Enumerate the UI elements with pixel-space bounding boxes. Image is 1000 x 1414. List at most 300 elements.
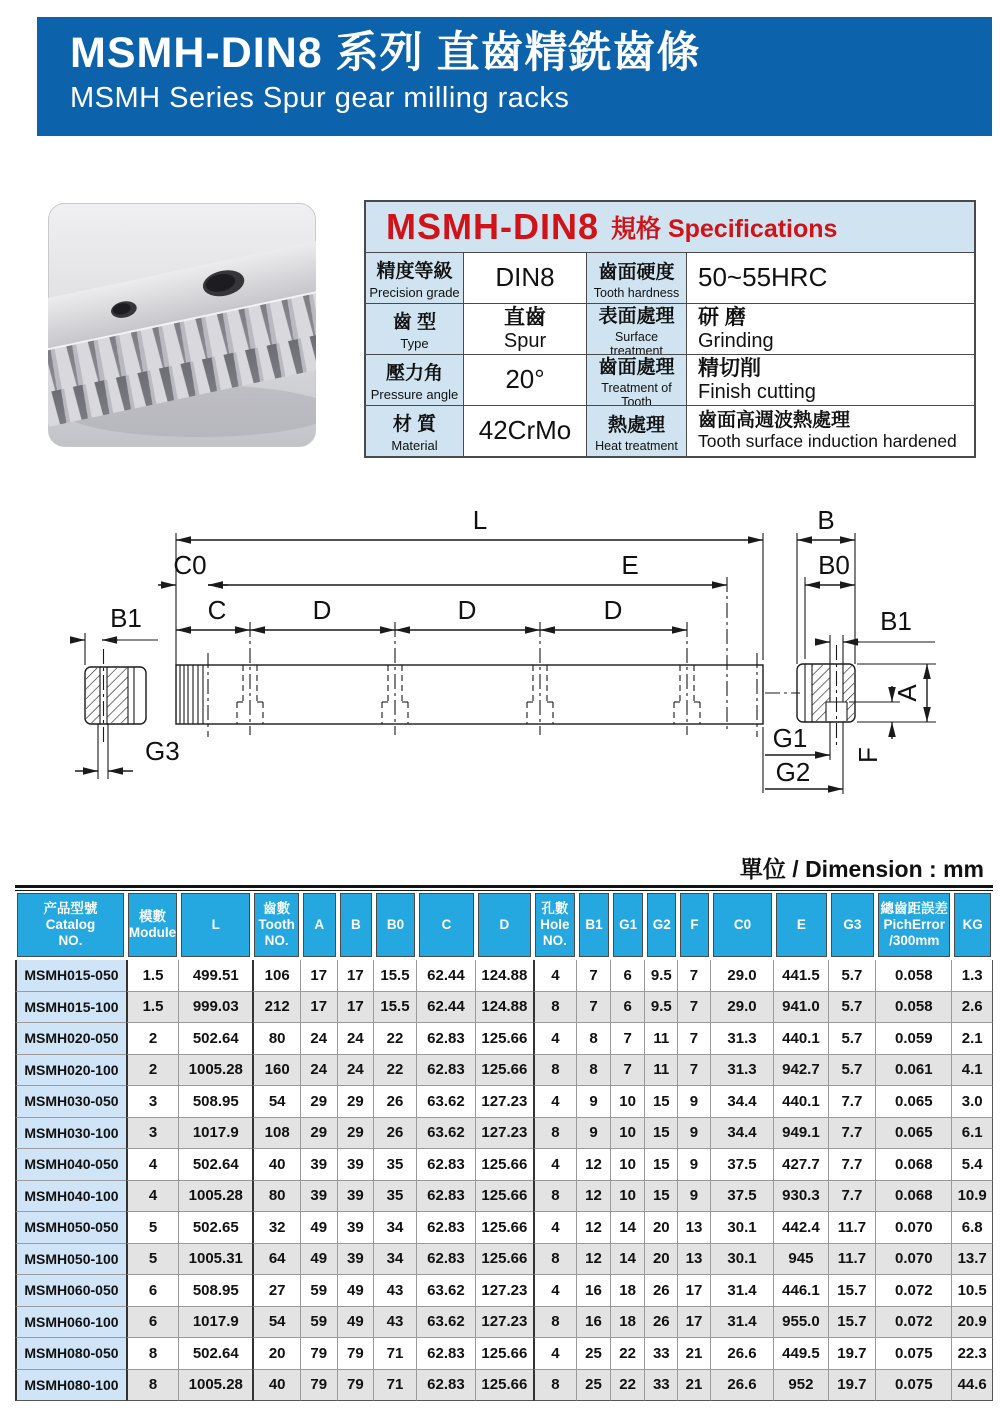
column-header-b: B — [340, 893, 373, 957]
data-cell-pitch_error: 0.075 — [876, 1338, 952, 1370]
data-cell-e: 446.1 — [774, 1275, 828, 1307]
data-cell-kg: 20.9 — [952, 1307, 993, 1339]
data-cell-pitch_error: 0.058 — [876, 960, 952, 992]
data-cell-g3: 15.7 — [829, 1275, 877, 1307]
spec-label: 精度等級 Precision grade — [366, 252, 463, 303]
dim-label-B0: B0 — [818, 550, 850, 580]
data-cell-kg: 3.0 — [952, 1086, 993, 1118]
spec-label: 齒面處理 Treatment of Tooth — [586, 354, 686, 405]
product-photo — [48, 203, 316, 447]
data-cell-g2: 33 — [645, 1338, 678, 1370]
data-cell-e: 942.7 — [774, 1055, 828, 1087]
catalog-cell: MSMH015-100 — [15, 992, 126, 1024]
data-cell-kg: 2.1 — [952, 1023, 993, 1055]
data-cell-c: 63.62 — [417, 1118, 476, 1150]
data-cell-kg: 10.9 — [952, 1181, 993, 1213]
data-cell-f: 7 — [678, 992, 711, 1024]
data-cell-g1: 14 — [611, 1212, 646, 1244]
data-cell-b1: 25 — [577, 1338, 611, 1370]
data-cell-b: 24 — [338, 1055, 375, 1087]
data-cell-f: 7 — [678, 960, 711, 992]
data-cell-f: 9 — [678, 1181, 711, 1213]
data-cell-hole: 8 — [533, 1370, 578, 1402]
data-cell-g2: 9.5 — [645, 992, 678, 1024]
column-header-pitch_error: 總齒距誤差 PichError /300mm — [878, 893, 950, 957]
dim-label-B1: B1 — [880, 606, 912, 636]
data-cell-b1: 12 — [577, 1181, 611, 1213]
data-cell-kg: 1.3 — [952, 960, 993, 992]
data-cell-b: 39 — [338, 1181, 375, 1213]
catalog-cell: MSMH030-050 — [15, 1086, 126, 1118]
data-cell-f: 9 — [678, 1149, 711, 1181]
data-cell-c0: 34.4 — [711, 1118, 774, 1150]
column-header-f: F — [680, 893, 709, 957]
data-cell-e: 427.7 — [774, 1149, 828, 1181]
spec-label: 齒面硬度 Tooth hardness — [586, 252, 686, 303]
column-header-e: E — [776, 893, 826, 957]
data-cell-e: 440.1 — [774, 1023, 828, 1055]
data-cell-kg: 6.1 — [952, 1118, 993, 1150]
data-cell-kg: 10.5 — [952, 1275, 993, 1307]
data-cell-module: 5 — [126, 1212, 179, 1244]
data-cell-tooth: 160 — [252, 1055, 301, 1087]
data-cell-a: 79 — [301, 1338, 338, 1370]
data-cell-c0: 29.0 — [711, 960, 774, 992]
data-cell-pitch_error: 0.058 — [876, 992, 952, 1024]
data-cell-module: 4 — [126, 1181, 179, 1213]
data-cell-hole: 4 — [533, 1086, 578, 1118]
data-cell-hole: 8 — [533, 1307, 578, 1339]
data-cell-module: 3 — [126, 1086, 179, 1118]
dim-label-A: A — [892, 684, 922, 702]
data-cell-pitch_error: 0.068 — [876, 1149, 952, 1181]
data-cell-kg: 44.6 — [952, 1370, 993, 1402]
data-cell-tooth: 40 — [252, 1370, 301, 1402]
data-cell-kg: 4.1 — [952, 1055, 993, 1087]
data-cell-pitch_error: 0.068 — [876, 1181, 952, 1213]
data-cell-f: 17 — [678, 1275, 711, 1307]
table-top-rule — [15, 885, 993, 891]
column-header-module: 模數 Module — [128, 893, 177, 957]
data-cell-c0: 26.6 — [711, 1370, 774, 1402]
data-cell-l: 1017.9 — [179, 1307, 252, 1339]
data-cell-g1: 10 — [611, 1086, 646, 1118]
data-cell-d: 125.66 — [476, 1212, 532, 1244]
data-cell-c0: 34.4 — [711, 1086, 774, 1118]
data-cell-f: 21 — [678, 1338, 711, 1370]
data-cell-d: 127.23 — [476, 1307, 532, 1339]
data-cell-hole: 4 — [533, 1023, 578, 1055]
data-cell-g2: 15 — [645, 1086, 678, 1118]
data-cell-c0: 31.3 — [711, 1023, 774, 1055]
data-cell-kg: 22.3 — [952, 1338, 993, 1370]
data-cell-l: 508.95 — [179, 1275, 252, 1307]
spec-label: 材 質 Material — [366, 405, 463, 456]
data-cell-a: 24 — [301, 1023, 338, 1055]
data-cell-g3: 11.7 — [829, 1244, 877, 1276]
dim-label-E: E — [621, 550, 639, 580]
data-cell-hole: 4 — [533, 960, 578, 992]
data-cell-b: 29 — [338, 1086, 375, 1118]
page-subtitle: MSMH Series Spur gear milling racks — [70, 82, 570, 115]
data-cell-g3: 7.7 — [829, 1118, 877, 1150]
data-cell-module: 8 — [126, 1338, 179, 1370]
data-cell-l: 502.64 — [179, 1338, 252, 1370]
data-cell-module: 2 — [126, 1055, 179, 1087]
catalog-cell: MSMH080-050 — [15, 1338, 126, 1370]
data-cell-tooth: 54 — [252, 1086, 301, 1118]
data-cell-module: 2 — [126, 1023, 179, 1055]
data-cell-b1: 12 — [577, 1149, 611, 1181]
data-cell-tooth: 20 — [252, 1338, 301, 1370]
dim-label-D: D — [312, 595, 332, 625]
data-cell-f: 13 — [678, 1244, 711, 1276]
data-cell-module: 6 — [126, 1275, 179, 1307]
data-cell-b: 29 — [338, 1118, 375, 1150]
catalog-cell: MSMH020-050 — [15, 1023, 126, 1055]
data-cell-l: 1005.31 — [179, 1244, 252, 1276]
data-cell-l: 1017.9 — [179, 1118, 252, 1150]
data-cell-module: 8 — [126, 1370, 179, 1402]
data-cell-b0: 35 — [374, 1149, 417, 1181]
column-header-c: C — [419, 893, 474, 957]
data-cell-b: 17 — [338, 960, 375, 992]
data-cell-c: 63.62 — [417, 1086, 476, 1118]
data-cell-b1: 12 — [577, 1212, 611, 1244]
data-cell-a: 17 — [301, 992, 338, 1024]
spec-value: 42CrMo — [463, 405, 586, 456]
data-cell-tooth: 80 — [252, 1181, 301, 1213]
dim-label-B: B — [817, 505, 835, 535]
data-cell-pitch_error: 0.070 — [876, 1244, 952, 1276]
data-cell-pitch_error: 0.061 — [876, 1055, 952, 1087]
data-cell-c: 63.62 — [417, 1275, 476, 1307]
data-cell-f: 21 — [678, 1370, 711, 1402]
data-cell-tooth: 27 — [252, 1275, 301, 1307]
data-cell-g1: 10 — [611, 1149, 646, 1181]
data-cell-g1: 14 — [611, 1244, 646, 1276]
data-cell-c: 62.83 — [417, 1149, 476, 1181]
data-cell-b1: 12 — [577, 1244, 611, 1276]
column-header-kg: KG — [954, 893, 991, 957]
catalog-cell: MSMH060-050 — [15, 1275, 126, 1307]
column-header-catalog: 产品型號 Catalog NO. — [17, 893, 124, 957]
column-header-g1: G1 — [613, 893, 644, 957]
data-cell-b: 39 — [338, 1212, 375, 1244]
catalog-cell: MSMH080-100 — [15, 1370, 126, 1402]
data-cell-hole: 8 — [533, 1055, 578, 1087]
data-cell-g3: 19.7 — [829, 1370, 877, 1402]
data-cell-l: 1005.28 — [179, 1055, 252, 1087]
data-cell-g1: 10 — [611, 1118, 646, 1150]
data-cell-c: 62.83 — [417, 1055, 476, 1087]
data-cell-c: 62.83 — [417, 1181, 476, 1213]
data-cell-b1: 8 — [577, 1023, 611, 1055]
dim-label-G2: G2 — [775, 757, 811, 787]
catalog-cell: MSMH020-100 — [15, 1055, 126, 1087]
data-cell-c: 63.62 — [417, 1307, 476, 1339]
dim-label-C0: C0 — [173, 550, 207, 580]
data-cell-a: 59 — [301, 1307, 338, 1339]
data-cell-b0: 26 — [374, 1118, 417, 1150]
data-cell-tooth: 32 — [252, 1212, 301, 1244]
data-cell-c: 62.83 — [417, 1212, 476, 1244]
data-cell-tooth: 64 — [252, 1244, 301, 1276]
data-cell-pitch_error: 0.072 — [876, 1275, 952, 1307]
data-cell-hole: 4 — [533, 1338, 578, 1370]
page-title: MSMH-DIN8 系列 直齒精銑齒條 — [70, 29, 701, 77]
data-cell-e: 949.1 — [774, 1118, 828, 1150]
data-cell-e: 945 — [774, 1244, 828, 1276]
data-cell-d: 125.66 — [476, 1370, 532, 1402]
dim-label-C: C — [207, 595, 227, 625]
data-cell-tooth: 108 — [252, 1118, 301, 1150]
data-cell-g1: 18 — [611, 1275, 646, 1307]
data-cell-pitch_error: 0.070 — [876, 1212, 952, 1244]
dim-label-B1: B1 — [110, 603, 142, 633]
data-cell-pitch_error: 0.059 — [876, 1023, 952, 1055]
data-cell-c0: 26.6 — [711, 1338, 774, 1370]
data-cell-g1: 6 — [611, 960, 646, 992]
data-cell-module: 6 — [126, 1307, 179, 1339]
unit-note: 單位 / Dimension : mm — [739, 856, 984, 882]
dim-label-D: D — [457, 595, 477, 625]
column-header-b1: B1 — [579, 893, 609, 957]
data-cell-c: 62.83 — [417, 1244, 476, 1276]
data-cell-c: 62.44 — [417, 960, 476, 992]
data-cell-d: 125.66 — [476, 1055, 532, 1087]
data-cell-d: 125.66 — [476, 1181, 532, 1213]
data-cell-g2: 26 — [645, 1275, 678, 1307]
dim-label-G3: G3 — [145, 736, 180, 766]
data-cell-pitch_error: 0.065 — [876, 1118, 952, 1150]
data-cell-kg: 5.4 — [952, 1149, 993, 1181]
data-cell-b: 49 — [338, 1275, 375, 1307]
data-cell-hole: 4 — [533, 1275, 578, 1307]
data-cell-g2: 20 — [645, 1244, 678, 1276]
spec-title — [366, 202, 974, 252]
data-cell-b: 49 — [338, 1307, 375, 1339]
data-cell-d: 125.66 — [476, 1338, 532, 1370]
data-cell-b0: 34 — [374, 1212, 417, 1244]
data-cell-module: 3 — [126, 1118, 179, 1150]
data-cell-a: 39 — [301, 1149, 338, 1181]
data-cell-b: 79 — [338, 1370, 375, 1402]
data-cell-g1: 22 — [611, 1338, 646, 1370]
data-cell-c: 62.44 — [417, 992, 476, 1024]
spec-value: 研 磨 Grinding — [686, 303, 974, 354]
data-cell-g3: 19.7 — [829, 1338, 877, 1370]
catalog-cell: MSMH040-050 — [15, 1149, 126, 1181]
spec-value: 直齒 Spur — [463, 303, 586, 354]
spec-value: 齒面高週波熱處理 Tooth surface induction hardened — [686, 405, 974, 456]
data-cell-l: 502.64 — [179, 1149, 252, 1181]
spec-label: 熱處理 Heat treatment — [586, 405, 686, 456]
data-cell-hole: 8 — [533, 1181, 578, 1213]
dim-label-G1: G1 — [772, 723, 808, 753]
spec-value: 精切削 Finish cutting — [686, 354, 974, 405]
data-cell-hole: 8 — [533, 992, 578, 1024]
data-cell-g2: 9.5 — [645, 960, 678, 992]
data-cell-e: 941.0 — [774, 992, 828, 1024]
data-cell-b0: 22 — [374, 1023, 417, 1055]
data-cell-hole: 8 — [533, 1118, 578, 1150]
data-cell-d: 127.23 — [476, 1118, 532, 1150]
data-cell-g2: 26 — [645, 1307, 678, 1339]
data-cell-l: 999.03 — [179, 992, 252, 1024]
data-cell-g2: 20 — [645, 1212, 678, 1244]
column-header-b0: B0 — [376, 893, 415, 957]
data-cell-c0: 31.3 — [711, 1055, 774, 1087]
data-cell-b0: 15.5 — [374, 992, 417, 1024]
data-cell-d: 127.23 — [476, 1086, 532, 1118]
data-cell-c0: 37.5 — [711, 1181, 774, 1213]
column-header-c0: C0 — [713, 893, 772, 957]
spec-label: 齒 型 Type — [366, 303, 463, 354]
data-cell-g3: 5.7 — [829, 960, 877, 992]
page-header-banner — [37, 17, 992, 136]
data-cell-e: 441.5 — [774, 960, 828, 992]
spec-value: 20° — [463, 354, 586, 405]
data-cell-kg: 6.8 — [952, 1212, 993, 1244]
data-cell-e: 449.5 — [774, 1338, 828, 1370]
column-header-tooth: 齒數 Tooth NO. — [254, 893, 299, 957]
data-cell-b1: 16 — [577, 1307, 611, 1339]
data-cell-e: 930.3 — [774, 1181, 828, 1213]
data-cell-module: 5 — [126, 1244, 179, 1276]
catalog-cell: MSMH040-100 — [15, 1181, 126, 1213]
data-cell-g2: 15 — [645, 1118, 678, 1150]
data-cell-a: 39 — [301, 1181, 338, 1213]
data-cell-a: 29 — [301, 1118, 338, 1150]
data-cell-tooth: 54 — [252, 1307, 301, 1339]
data-cell-b0: 43 — [374, 1307, 417, 1339]
data-cell-f: 13 — [678, 1212, 711, 1244]
data-cell-c: 62.83 — [417, 1338, 476, 1370]
data-cell-module: 1.5 — [126, 992, 179, 1024]
data-cell-l: 499.51 — [179, 960, 252, 992]
data-cell-b0: 26 — [374, 1086, 417, 1118]
catalog-cell: MSMH030-100 — [15, 1118, 126, 1150]
data-cell-g3: 7.7 — [829, 1181, 877, 1213]
column-header-hole: 孔數 Hole NO. — [535, 893, 576, 957]
data-cell-module: 1.5 — [126, 960, 179, 992]
data-cell-g2: 11 — [645, 1023, 678, 1055]
data-cell-pitch_error: 0.075 — [876, 1370, 952, 1402]
spec-label: 壓力角 Pressure angle — [366, 354, 463, 405]
data-cell-c: 62.83 — [417, 1370, 476, 1402]
data-cell-g1: 18 — [611, 1307, 646, 1339]
data-cell-f: 7 — [678, 1023, 711, 1055]
data-cell-c0: 31.4 — [711, 1275, 774, 1307]
data-cell-f: 9 — [678, 1118, 711, 1150]
dimension-diagram — [30, 497, 980, 832]
spec-label: 表面處理 Surface treatment — [586, 303, 686, 354]
data-cell-g1: 6 — [611, 992, 646, 1024]
spec-table — [364, 200, 976, 458]
data-cell-f: 9 — [678, 1086, 711, 1118]
data-cell-b: 79 — [338, 1338, 375, 1370]
data-cell-b1: 9 — [577, 1086, 611, 1118]
data-cell-c: 62.83 — [417, 1023, 476, 1055]
data-cell-c0: 30.1 — [711, 1212, 774, 1244]
data-cell-a: 17 — [301, 960, 338, 992]
data-cell-e: 440.1 — [774, 1086, 828, 1118]
data-cell-b0: 22 — [374, 1055, 417, 1087]
data-cell-g3: 5.7 — [829, 1055, 877, 1087]
data-cell-tooth: 212 — [252, 992, 301, 1024]
catalog-cell: MSMH050-100 — [15, 1244, 126, 1276]
data-cell-c0: 37.5 — [711, 1149, 774, 1181]
spec-title-suffix: 規格 Specifications — [611, 215, 838, 243]
data-cell-b: 17 — [338, 992, 375, 1024]
data-cell-f: 7 — [678, 1055, 711, 1087]
data-cell-d: 125.66 — [476, 1149, 532, 1181]
data-cell-b1: 7 — [577, 960, 611, 992]
column-header-l: L — [181, 893, 250, 957]
data-cell-kg: 2.6 — [952, 992, 993, 1024]
data-cell-b0: 35 — [374, 1181, 417, 1213]
data-cell-g2: 15 — [645, 1149, 678, 1181]
data-cell-c0: 29.0 — [711, 992, 774, 1024]
column-header-g2: G2 — [647, 893, 676, 957]
data-cell-tooth: 106 — [252, 960, 301, 992]
data-cell-d: 124.88 — [476, 960, 532, 992]
data-cell-g1: 7 — [611, 1055, 646, 1087]
data-cell-a: 79 — [301, 1370, 338, 1402]
data-cell-e: 955.0 — [774, 1307, 828, 1339]
data-cell-l: 508.95 — [179, 1086, 252, 1118]
dim-label-L: L — [472, 505, 488, 535]
data-cell-d: 124.88 — [476, 992, 532, 1024]
data-cell-l: 1005.28 — [179, 1181, 252, 1213]
data-cell-b0: 15.5 — [374, 960, 417, 992]
data-cell-e: 952 — [774, 1370, 828, 1402]
data-cell-d: 127.23 — [476, 1275, 532, 1307]
catalog-cell: MSMH060-100 — [15, 1307, 126, 1339]
data-cell-g1: 7 — [611, 1023, 646, 1055]
catalog-cell: MSMH015-050 — [15, 960, 126, 992]
data-cell-b0: 43 — [374, 1275, 417, 1307]
data-cell-g2: 15 — [645, 1181, 678, 1213]
data-cell-b: 39 — [338, 1244, 375, 1276]
catalog-cell: MSMH050-050 — [15, 1212, 126, 1244]
data-cell-g3: 11.7 — [829, 1212, 877, 1244]
column-header-d: D — [478, 893, 530, 957]
data-cell-l: 502.65 — [179, 1212, 252, 1244]
data-cell-a: 49 — [301, 1212, 338, 1244]
data-cell-c0: 30.1 — [711, 1244, 774, 1276]
data-cell-hole: 8 — [533, 1244, 578, 1276]
data-cell-g3: 7.7 — [829, 1149, 877, 1181]
data-cell-g3: 5.7 — [829, 1023, 877, 1055]
data-cell-tooth: 40 — [252, 1149, 301, 1181]
data-cell-g2: 11 — [645, 1055, 678, 1087]
data-cell-a: 49 — [301, 1244, 338, 1276]
data-cell-g2: 33 — [645, 1370, 678, 1402]
column-header-a: A — [303, 893, 336, 957]
data-cell-b: 24 — [338, 1023, 375, 1055]
data-cell-g3: 7.7 — [829, 1086, 877, 1118]
data-cell-pitch_error: 0.072 — [876, 1307, 952, 1339]
data-cell-g3: 15.7 — [829, 1307, 877, 1339]
spec-value: 50~55HRC — [686, 252, 974, 303]
data-cell-g1: 22 — [611, 1370, 646, 1402]
data-cell-l: 1005.28 — [179, 1370, 252, 1402]
data-cell-kg: 13.7 — [952, 1244, 993, 1276]
data-cell-pitch_error: 0.065 — [876, 1086, 952, 1118]
spec-title-model: MSMH-DIN8 — [386, 206, 599, 247]
